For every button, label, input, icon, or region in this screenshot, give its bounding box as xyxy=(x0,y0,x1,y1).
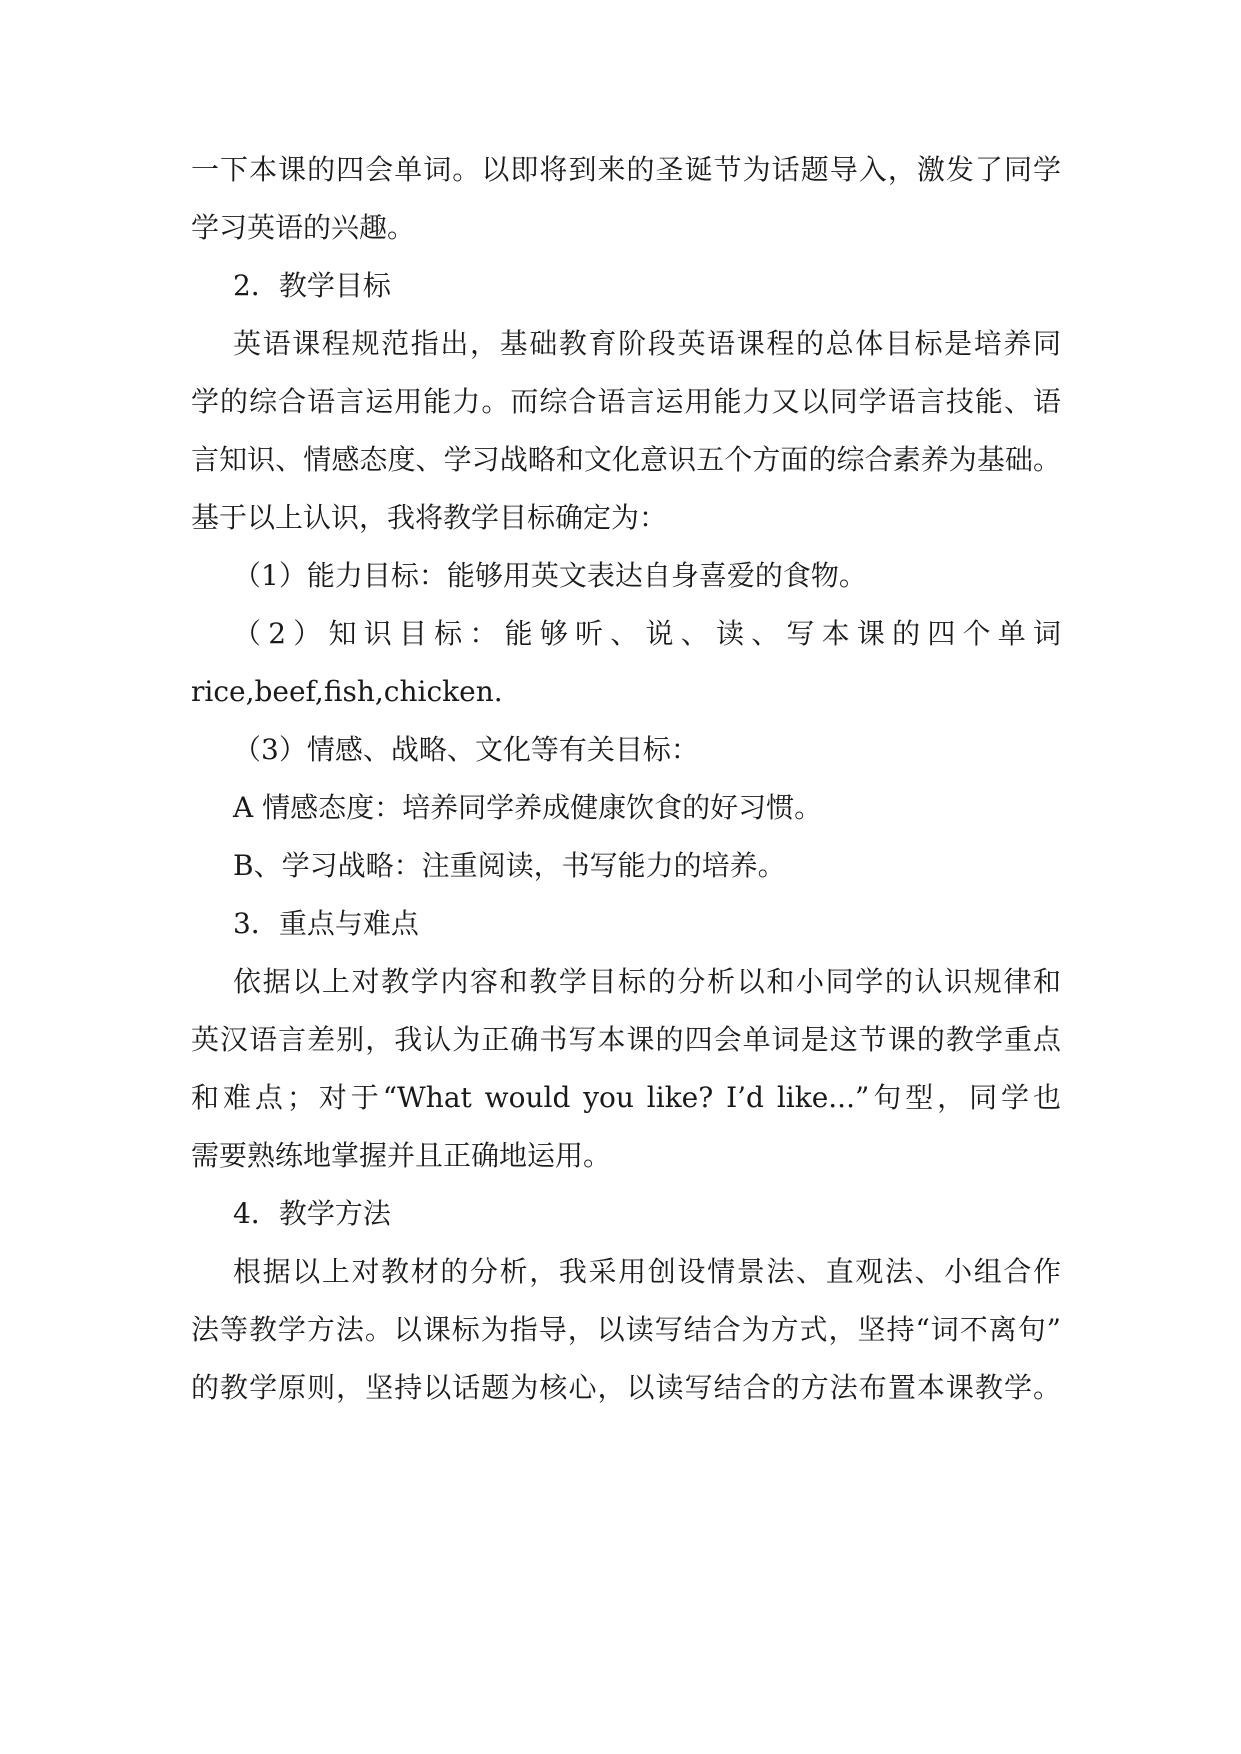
text-line: 和难点；对于“What would you like? I’d like...”句型，同学也 xyxy=(191,1081,1061,1114)
section-heading: 3．重点与难点 xyxy=(233,907,419,940)
text-line: 法等教学方法。以课标为指导，以读写结合为方式，坚持“词不离句” xyxy=(191,1313,1061,1346)
section-heading: 4．教学方法 xyxy=(233,1197,391,1230)
text-line: rice,beef,fish,chicken. xyxy=(191,675,503,708)
text-line: 的教学原则，坚持以话题为核心，以读写结合的方法布置本课教学。 xyxy=(191,1371,1061,1404)
text-line: 学的综合语言运用能力。而综合语言运用能力又以同学语言技能、语 xyxy=(191,385,1061,418)
list-item: A 情感态度：培养同学养成健康饮食的好习惯。 xyxy=(233,791,823,824)
list-item: B、学习战略：注重阅读，书写能力的培养。 xyxy=(233,849,786,882)
text-line: 依据以上对教学内容和教学目标的分析以和小同学的认识规律和 xyxy=(233,965,1061,998)
text-line: 学习英语的兴趣。 xyxy=(191,211,416,244)
text-line: 根据以上对教材的分析，我采用创设情景法、直观法、小组合作 xyxy=(233,1255,1061,1288)
text-line: 英汉语言差别，我认为正确书写本课的四会单词是这节课的教学重点 xyxy=(191,1023,1061,1056)
text-line: 言知识、情感态度、学习战略和文化意识五个方面的综合素养为基础。 xyxy=(191,443,1061,476)
text-line: 英语课程规范指出，基础教育阶段英语课程的总体目标是培养同 xyxy=(233,327,1061,360)
text-line: 需要熟练地掌握并且正确地运用。 xyxy=(191,1139,612,1172)
list-item: （3）情感、战略、文化等有关目标： xyxy=(233,733,699,766)
section-heading: 2．教学目标 xyxy=(233,269,391,302)
list-item: （2）知识目标：能够听、说、读、写本课的四个单词 xyxy=(233,617,1061,650)
text-line: 一下本课的四会单词。以即将到来的圣诞节为话题导入，激发了同学 xyxy=(191,153,1061,186)
list-item: （1）能力目标：能够用英文表达自身喜爱的食物。 xyxy=(233,559,867,592)
text-line: 基于以上认识，我将教学目标确定为： xyxy=(191,501,668,534)
